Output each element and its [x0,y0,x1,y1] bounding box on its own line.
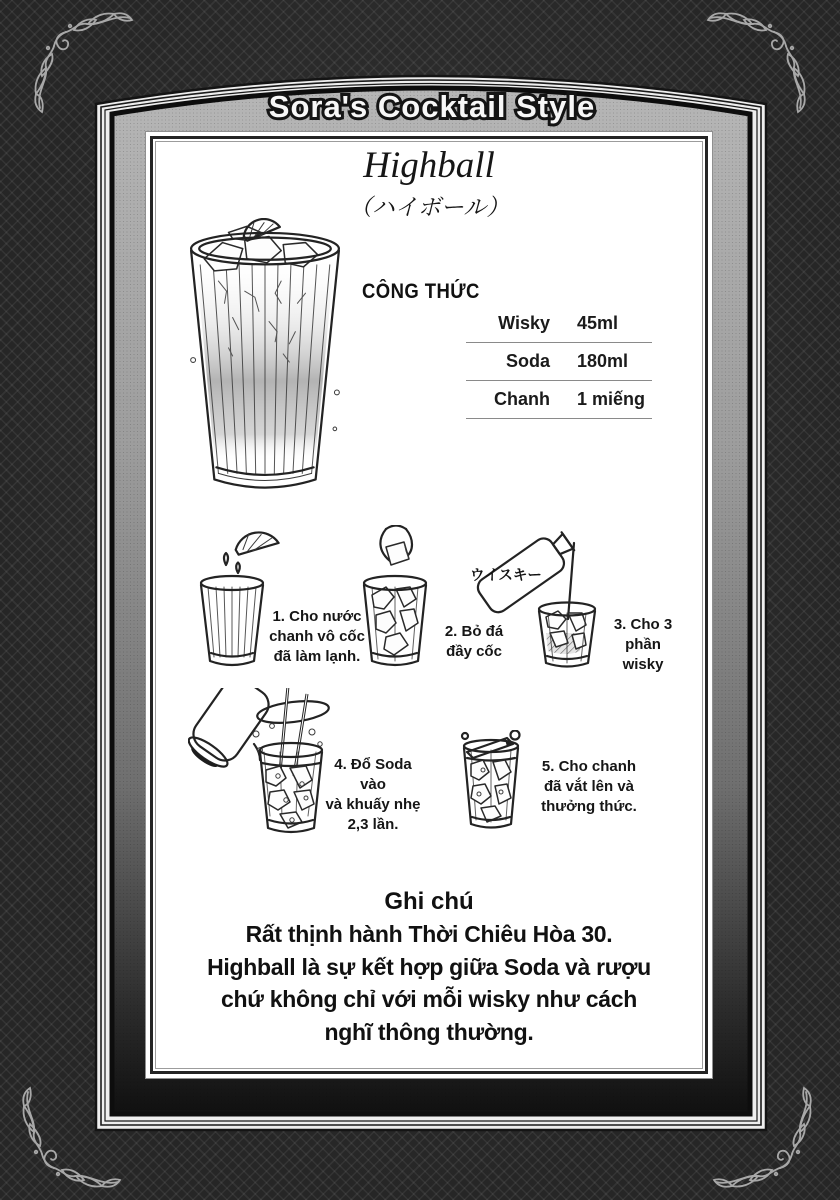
whisky-bottle-pour-icon [468,523,602,670]
note-body: Rất thịnh hành Thời Chiêu Hòa 30. Highball là sự kết hợp giữa Soda và rượu chứ không chỉ với mỗi wisky như cách nghĩ thông thường. [207,921,651,1045]
ingredient-row [466,343,652,381]
ingredient-name: Soda [505,351,550,371]
tongs-ice-into-glass-icon [356,525,434,669]
banner-title: Sora's Cocktail Style [268,89,596,124]
card-inner [155,141,703,1069]
step-caption: 2. Bỏ đá đầy cốc [444,623,504,660]
ingredient-table [466,305,652,419]
corner-flourish-icon [35,13,132,112]
step-caption: 4. Đổ Soda vào và khuấy nhẹ 2,3 lần. [325,756,421,833]
cocktail-title: Highball [363,145,495,186]
whisky-bottle-label: ウイスキー [470,568,542,584]
cocktail-title-japanese: （ハイボール） [348,195,510,220]
ingredient-name: Wisky [498,313,550,333]
recipe-heading: CÔNG THỨC [362,280,480,303]
ingredient-amount: 180ml [577,351,629,371]
highball-glass-illustration [184,218,346,500]
soda-pour-and-stir-icon [188,688,340,870]
step-caption: 5. Cho chanh đã vắt lên và thưởng thức. [541,758,637,815]
note-heading: Ghi chú [384,888,474,915]
ingredient-row [466,381,652,419]
ingredient-row [466,305,652,343]
step-caption: 1. Cho nước chanh vô cốc đã làm lạnh. [269,608,365,665]
recipe-card [145,131,713,1079]
step-caption: 3. Cho 3 phần wisky [613,616,673,673]
ingredient-name: Chanh [494,389,550,409]
card-frame [150,136,708,1074]
finished-highball-icon [449,730,535,842]
note-block [156,885,702,1048]
ingredient-amount: 1 miếng [577,389,646,409]
ingredient-amount: 45ml [577,313,619,333]
